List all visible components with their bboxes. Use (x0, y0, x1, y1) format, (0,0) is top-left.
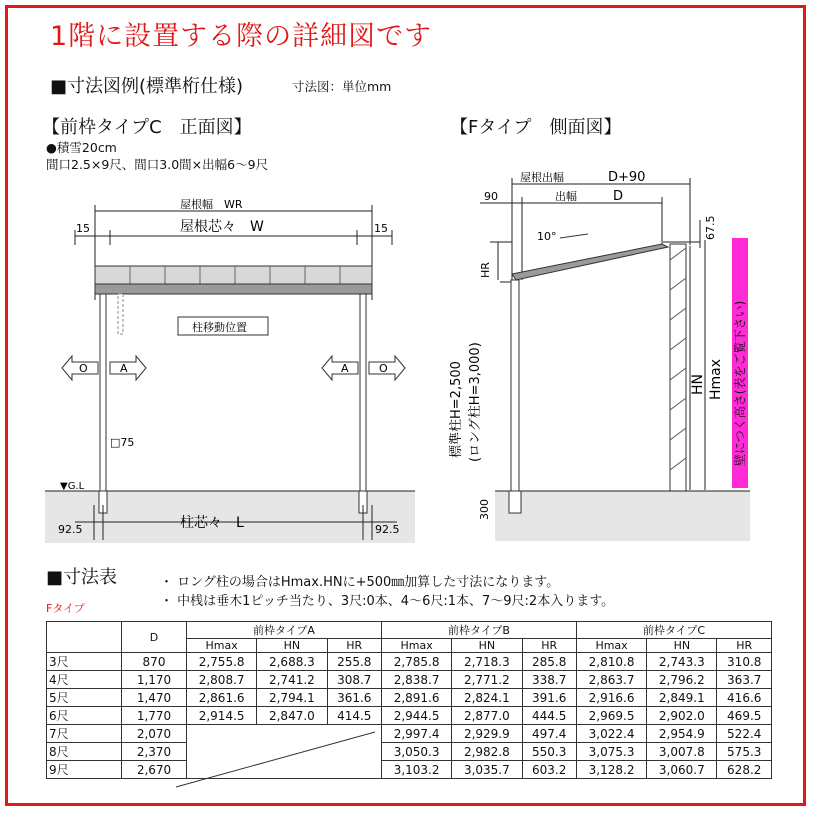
side-post (511, 280, 519, 492)
roof-width-label: 屋根幅 WR (180, 198, 243, 211)
roof-center-label: 屋根芯々 W (180, 219, 264, 235)
header-sub: HR (717, 639, 772, 653)
front-view-title: 【前枠タイプC 正面図】 (42, 117, 252, 138)
table-cell: 3,022.4 (576, 725, 646, 743)
table-row (47, 707, 772, 725)
row-size: 4尺 (47, 671, 122, 689)
table-cell: 310.8 (717, 653, 772, 671)
depth-label: 出幅 (555, 190, 577, 203)
table-cell: 2,861.6 (187, 689, 257, 707)
table-cell: 2,982.8 (452, 743, 522, 761)
table-cell: 522.4 (717, 725, 772, 743)
table-cell: 308.7 (327, 671, 381, 689)
header-sub: Hmax (381, 639, 451, 653)
side-roof (512, 244, 668, 280)
side-view-title: 【Fタイプ 側面図】 (450, 117, 622, 138)
label-o-left: O (79, 362, 88, 375)
table-cell: 3,035.7 (452, 761, 522, 779)
post-center-label: 柱芯々 L (180, 515, 244, 531)
table-cell: 338.7 (522, 671, 576, 689)
table-cell: 361.6 (327, 689, 381, 707)
n300-label: 300 (478, 499, 491, 520)
table-cell: 391.6 (522, 689, 576, 707)
table-header-row (47, 622, 772, 639)
header-sub: HN (647, 639, 717, 653)
table-cell: 414.5 (327, 707, 381, 725)
table-row (47, 761, 772, 779)
table-cell: 2,838.7 (381, 671, 451, 689)
left-925-label: 92.5 (58, 523, 83, 536)
table-cell: 2,688.3 (257, 653, 327, 671)
table-cell: 3,060.7 (647, 761, 717, 779)
header-sub: Hmax (576, 639, 646, 653)
table-cell: 3,103.2 (381, 761, 451, 779)
header-sub: HN (257, 639, 327, 653)
hmax-label: Hmax (708, 358, 724, 400)
row-d: 1,170 (122, 671, 187, 689)
hn-label: HN (690, 374, 706, 395)
table-cell: 3,128.2 (576, 761, 646, 779)
gl-label: ▼G.L (60, 481, 85, 492)
table-cell: 2,849.1 (647, 689, 717, 707)
table-row (47, 725, 772, 743)
table-row (47, 671, 772, 689)
header-sub: HR (327, 639, 381, 653)
d-label: D (613, 189, 624, 204)
label-a-left: A (120, 362, 128, 375)
table-cell: 497.4 (522, 725, 576, 743)
table-cell: 2,954.9 (647, 725, 717, 743)
table-cell: 2,785.8 (381, 653, 451, 671)
row-d: 1,770 (122, 707, 187, 725)
table-cell: 3,075.3 (576, 743, 646, 761)
table-cell: 2,824.1 (452, 689, 522, 707)
table-cell: 285.8 (522, 653, 576, 671)
table-cell: 2,902.0 (647, 707, 717, 725)
table-cell: 2,916.6 (576, 689, 646, 707)
table-cell: 2,796.2 (647, 671, 717, 689)
table-cell: 575.3 (717, 743, 772, 761)
row-size: 5尺 (47, 689, 122, 707)
table-corner (47, 622, 122, 653)
row-size: 6尺 (47, 707, 122, 725)
table-row (47, 689, 772, 707)
table-cell: 2,944.5 (381, 707, 451, 725)
table-cell: 416.6 (717, 689, 772, 707)
dimension-table (46, 621, 772, 779)
table-cell: 469.5 (717, 707, 772, 725)
section-dims-heading: ■寸法図例(標準桁仕様) (50, 76, 244, 97)
row-d: 870 (122, 653, 187, 671)
row-d: 2,070 (122, 725, 187, 743)
table-cell: 2,743.3 (647, 653, 717, 671)
table-row (47, 743, 772, 761)
table-cell: 2,741.2 (257, 671, 327, 689)
table-cell: 2,863.7 (576, 671, 646, 689)
table-cell: 2,929.9 (452, 725, 522, 743)
std-post-label: 標準柱H=2,500 (449, 361, 464, 458)
table-cell: 2,877.0 (452, 707, 522, 725)
long-post-label: (ロング柱H=3,000) (468, 342, 483, 462)
header-sub: Hmax (187, 639, 257, 653)
n675-label: 67.5 (704, 215, 717, 240)
header-d: D (122, 622, 187, 653)
section-table-heading: ■寸法表 (46, 567, 118, 588)
house-wall (670, 244, 686, 492)
header-group: 前枠タイプA (187, 622, 382, 639)
table-cell: 2,808.7 (187, 671, 257, 689)
row-d: 2,370 (122, 743, 187, 761)
row-size: 3尺 (47, 653, 122, 671)
label-o-right: O (379, 362, 388, 375)
empty-type-a (187, 725, 382, 779)
front-note-snow: ●積雪20cm (46, 140, 117, 155)
post-move-label: 柱移動位置 (192, 321, 247, 334)
table-cell: 2,755.8 (187, 653, 257, 671)
post-size-label: □75 (110, 436, 135, 449)
page-title: 1階に設置する際の詳細図です (50, 21, 433, 52)
table-cell: 255.8 (327, 653, 381, 671)
row-d: 2,670 (122, 761, 187, 779)
unit-label: 寸法図：単位mm (292, 79, 392, 94)
d90-label: D+90 (608, 170, 646, 185)
ftype-label: Fタイプ (46, 602, 85, 615)
table-cell: 2,810.8 (576, 653, 646, 671)
table-cell: 363.7 (717, 671, 772, 689)
angle-label: 10° (537, 230, 557, 243)
note-middle-bar: ・ 中桟は垂木1ピッチ当たり、3尺:0本、4～6尺:1本、7～9尺:2本入ります。 (160, 594, 615, 609)
table-cell: 2,847.0 (257, 707, 327, 725)
table-cell: 2,891.6 (381, 689, 451, 707)
row-size: 7尺 (47, 725, 122, 743)
header-sub: HN (452, 639, 522, 653)
right-15-label: 15 (374, 222, 388, 235)
table-cell: 2,914.5 (187, 707, 257, 725)
note-long-post: ・ ロング柱の場合はHmax.HNに+500㎜加算した寸法になります。 (160, 575, 560, 590)
table-cell: 2,771.2 (452, 671, 522, 689)
row-size: 9尺 (47, 761, 122, 779)
row-size: 8尺 (47, 743, 122, 761)
left-15-label: 15 (76, 222, 90, 235)
table-cell: 603.2 (522, 761, 576, 779)
table-cell: 2,794.1 (257, 689, 327, 707)
table-cell: 2,997.4 (381, 725, 451, 743)
table-cell: 444.5 (522, 707, 576, 725)
label-a-right: A (341, 362, 349, 375)
header-sub: HR (522, 639, 576, 653)
row-d: 1,470 (122, 689, 187, 707)
table-row (47, 653, 772, 671)
wall-note-label: 壁につく高さ(表をご覧下さい) (733, 300, 747, 466)
table-cell: 3,050.3 (381, 743, 451, 761)
hr-label: HR (479, 262, 492, 278)
roof-depth-label: 屋根出幅 (520, 171, 564, 184)
header-group: 前枠タイプB (381, 622, 576, 639)
table-cell: 3,007.8 (647, 743, 717, 761)
right-925-label: 92.5 (375, 523, 400, 536)
header-group: 前枠タイプC (576, 622, 771, 639)
table-cell: 2,718.3 (452, 653, 522, 671)
table-cell: 2,969.5 (576, 707, 646, 725)
side-ground (495, 491, 750, 541)
front-note-size: 間口2.5×9尺、間口3.0間×出幅6～9尺 (46, 157, 269, 172)
table-cell: 550.3 (522, 743, 576, 761)
n90-label: 90 (484, 190, 498, 203)
table-cell: 628.2 (717, 761, 772, 779)
